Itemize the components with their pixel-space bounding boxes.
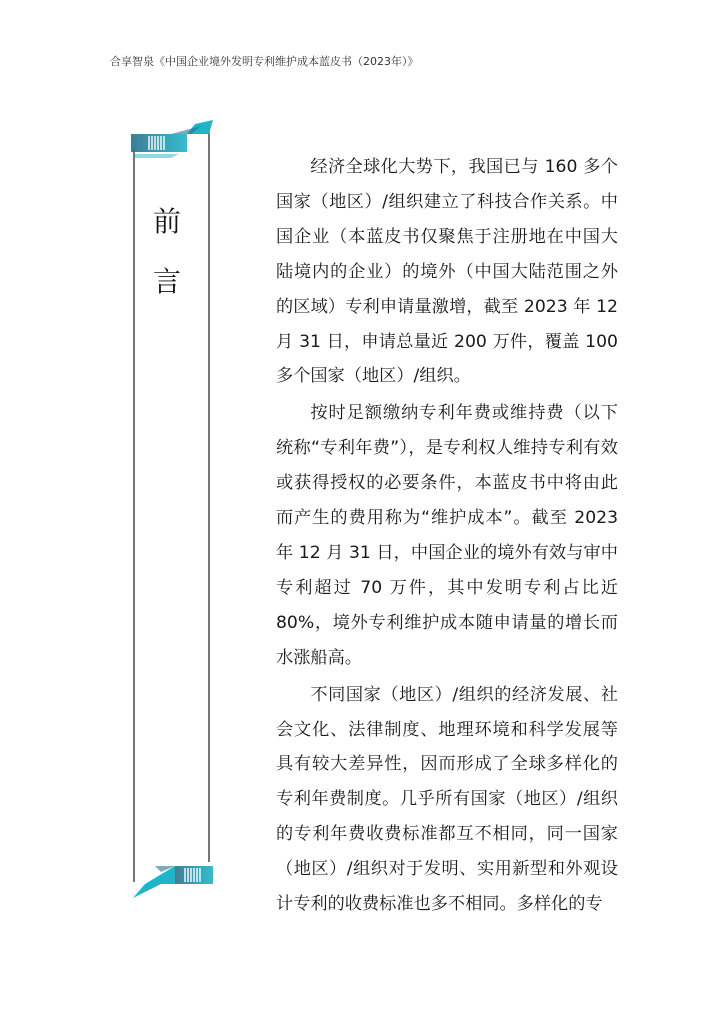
section-title-panel bbox=[131, 120, 215, 900]
section-title bbox=[131, 200, 203, 300]
paragraph-2: 按时足额缴纳专利年费或维持费（以下统称“专利年费”），是专利权人维持专利有效或获得授权的必要条件，本蓝皮书中将由此而产生的费用称为“维护成本”。截至 2023 年 12 月 31 日，中国企业的境外有效与审中专利超过 70 万件，其中发明专利占比近 80%，境外专利维护成本随申请量的增长而水涨船高。 bbox=[276, 403, 618, 668]
paragraph-3: 不同国家（地区）/组织的经济发展、社会文化、法律制度、地理环境和科学发展等具有较大差异性，因而形成了全球多样化的专利年费制度。几乎所有国家（地区）/组织的专利年费收费标准都互不相同，同一国家（地区）/组织对于发明、实用新型和外观设计专利的收费标准也多不相同。多样化的专 bbox=[276, 684, 618, 915]
page-header: 合享智泉《中国企业境外发明专利维护成本蓝皮书（2023年）》 bbox=[110, 55, 419, 68]
section-title-char-2: 言 bbox=[152, 265, 181, 298]
section-title-char-1: 前 bbox=[152, 205, 181, 238]
paragraph-1: 经济全球化大势下，我国已与 160 多个国家（地区）/组织建立了科技合作关系。中国企业（本蓝皮书仅聚焦于注册地在中国大陆境内的企业）的境外（中国大陆范围之外的区域）专利申请量激增，截至 2023 年 12 月 31 日，申请总量近 200 万件，覆盖 100 多个国家（地区）/组织。 bbox=[276, 157, 618, 387]
body-text bbox=[276, 150, 618, 924]
